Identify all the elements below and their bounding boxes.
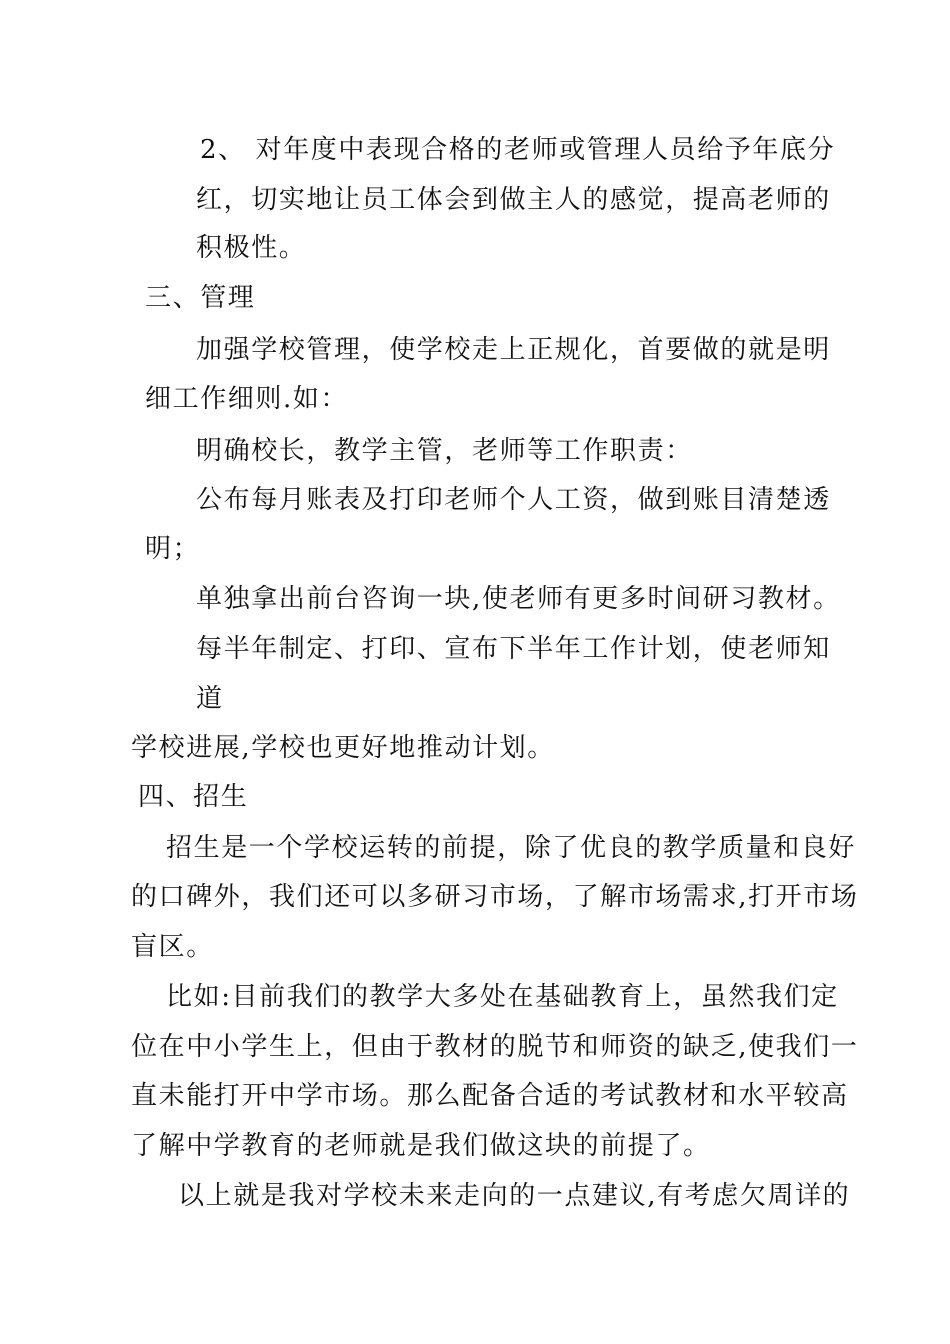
paragraph-line: 招生是一个学校运转的前提，除了优良的教学质量和良好 bbox=[166, 833, 857, 863]
paragraph-line: 以上就是我对学校未来走向的一点建议,有考虑欠周详的 bbox=[178, 1181, 851, 1211]
paragraph-line: 位在中小学生上，但由于教材的脱节和师资的缺乏,使我们一 bbox=[131, 1032, 859, 1062]
section-heading-enrollment: 四、招生 bbox=[138, 782, 249, 812]
paragraph-line: 积极性。 bbox=[196, 233, 307, 263]
paragraph-line: 单独拿出前台咨询一块,使老师有更多时间研习教材。 bbox=[196, 584, 841, 614]
paragraph-line: 细工作细则.如： bbox=[145, 384, 349, 414]
paragraph-line: 加强学校管理，使学校走上正规化，首要做的就是明 bbox=[196, 335, 831, 365]
paragraph-line: 盲区。 bbox=[131, 932, 214, 962]
paragraph-line: 明； bbox=[145, 534, 201, 564]
paragraph-line: 道 bbox=[196, 684, 224, 714]
paragraph-line: 2、 对年度中表现合格的老师或管理人员给予年底分 bbox=[200, 135, 836, 165]
paragraph-line: 红，切实地让员工体会到做主人的感觉，提高老师的 bbox=[196, 185, 831, 215]
paragraph-line: 公布每月账表及打印老师个人工资，做到账目清楚透 bbox=[196, 485, 831, 515]
paragraph-line: 的口碑外，我们还可以多研习市场，了解市场需求,打开市场 bbox=[131, 882, 859, 912]
section-heading-management: 三、管理 bbox=[145, 283, 256, 313]
paragraph-line: 了解中学教育的老师就是我们做这块的前提了。 bbox=[131, 1131, 711, 1161]
paragraph-line: 直未能打开中学市场。那么配备合适的考试教材和水平较高 bbox=[131, 1081, 849, 1111]
paragraph-line: 明确校长，教学主管，老师等工作职责： bbox=[196, 436, 693, 466]
paragraph-line: 比如:目前我们的教学大多处在基础教育上，虽然我们定 bbox=[166, 982, 839, 1012]
paragraph-line: 学校进展,学校也更好地推动计划。 bbox=[131, 733, 555, 763]
paragraph-line: 每半年制定、打印、宣布下半年工作计划，使老师知 bbox=[196, 634, 831, 664]
